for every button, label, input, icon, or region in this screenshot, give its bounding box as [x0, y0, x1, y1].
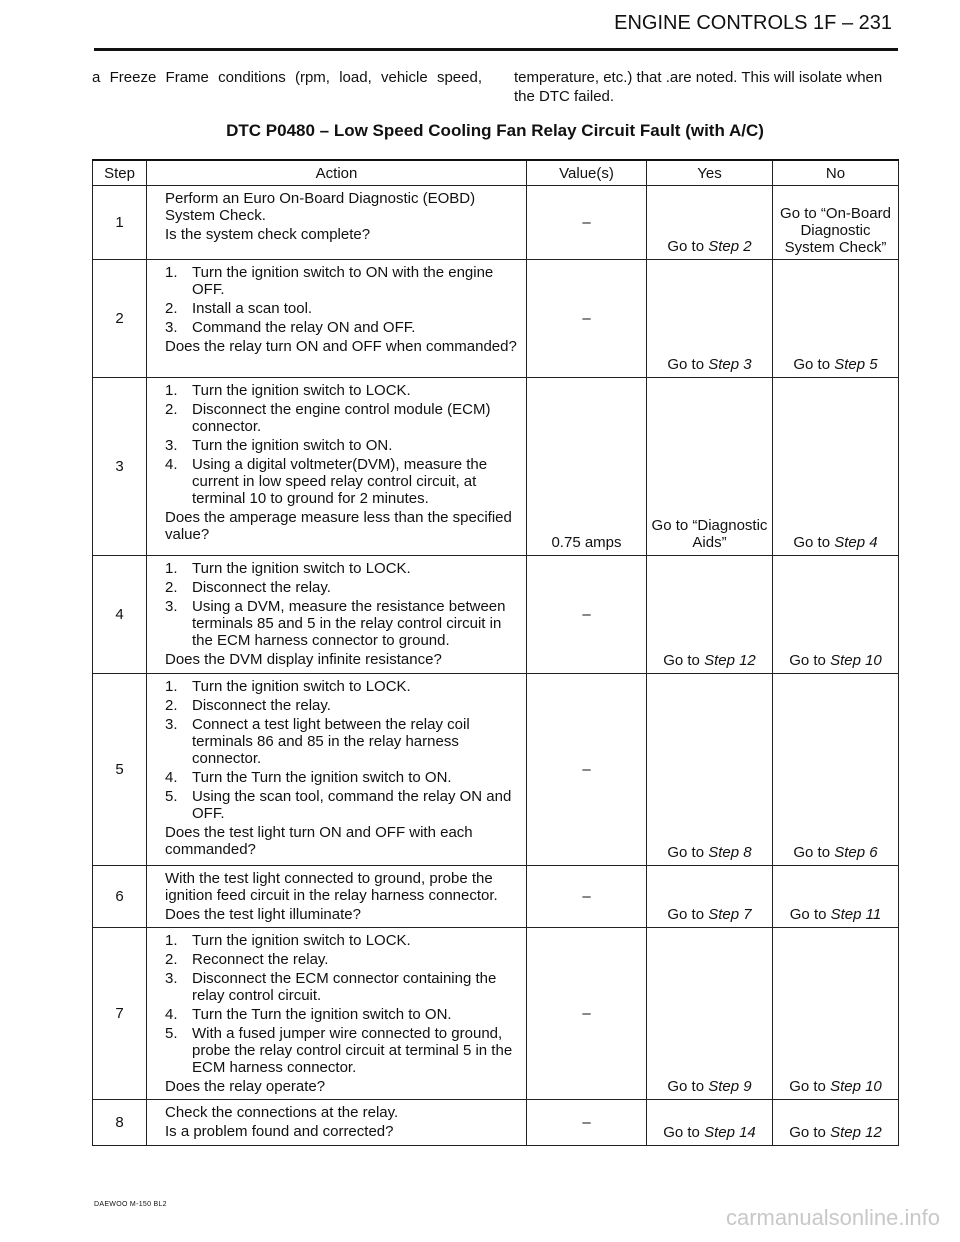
no-cell: [773, 556, 899, 674]
action-cell: [147, 556, 527, 674]
action-cell: [147, 674, 527, 866]
list-text: Turn the ignition switch to LOCK.: [192, 560, 411, 577]
goto-step-link: Step 14: [704, 1124, 756, 1141]
action-list-item: [165, 300, 518, 317]
header-no: No: [773, 160, 899, 186]
action-cell: [147, 1100, 527, 1146]
goto-label: Go to: [793, 356, 831, 373]
value-cell: 0.75 amps: [527, 378, 647, 556]
goto-label: Go to: [667, 906, 705, 923]
list-number: 1.: [165, 264, 178, 281]
action-list-item: [165, 788, 518, 822]
list-number: 4.: [165, 769, 178, 786]
goto-label: Go to: [663, 652, 700, 669]
list-text: Using a DVM, measure the resistance between terminals 85 and 5 in the relay control circuit in the ECM harness connector to ground.: [192, 598, 506, 649]
action-paragraph: Does the test light illuminate?: [165, 906, 361, 923]
table-header-row: [93, 160, 899, 186]
intro-text-right: temperature, etc.) that .are noted. This will isolate when the DTC failed.: [514, 69, 883, 105]
value-cell: –: [527, 556, 647, 674]
header-action: Action: [147, 160, 527, 186]
action-paragraph: Does the DVM display infinite resistance?: [165, 651, 442, 668]
action-list-item: [165, 382, 518, 399]
step-number: 8: [93, 1100, 147, 1146]
no-cell: [773, 928, 899, 1100]
list-number: 3.: [165, 437, 178, 454]
goto-label: Go to: [667, 844, 705, 861]
yes-cell: [647, 260, 773, 378]
action-paragraph: Does the relay turn ON and OFF when commanded?: [165, 338, 517, 355]
goto-step-link: Step 10: [830, 652, 882, 669]
action-list-item: [165, 678, 518, 695]
goto-step-link: Step 11: [830, 906, 882, 923]
list-text: Install a scan tool.: [192, 300, 313, 317]
no-cell: [773, 674, 899, 866]
list-number: 1.: [165, 560, 178, 577]
step-number: 2: [93, 260, 147, 378]
list-number: 3.: [165, 319, 178, 336]
value-cell: –: [527, 260, 647, 378]
table-row: [93, 186, 899, 260]
action-paragraph: Is a problem found and corrected?: [165, 1123, 394, 1140]
intro-text-left: a Freeze Frame conditions (rpm, load, vehicle speed,: [92, 69, 482, 86]
list-text: Turn the ignition switch to LOCK.: [192, 382, 411, 399]
list-number: 5.: [165, 788, 178, 805]
action-list-item: [165, 951, 518, 968]
step-number: 4: [93, 556, 147, 674]
goto-step-link: Step 5: [834, 356, 878, 373]
table-row: [93, 866, 899, 928]
list-number: 2.: [165, 697, 178, 714]
value-cell: –: [527, 1100, 647, 1146]
list-text: Using a digital voltmeter(DVM), measure the current in low speed relay control circuit, at terminal 10 to ground for 2 minutes.: [192, 456, 488, 507]
list-number: 4.: [165, 456, 178, 473]
dtc-title: DTC P0480 – Low Speed Cooling Fan Relay Circuit Fault (with A/C): [226, 121, 764, 140]
yes-cell: [647, 556, 773, 674]
list-text: Turn the Turn the ignition switch to ON.: [192, 769, 452, 786]
action-list-item: [165, 697, 518, 714]
header-rule: [94, 48, 898, 51]
list-text: Disconnect the ECM connector containing the relay control circuit.: [192, 970, 497, 1004]
action-paragraph: Check the connections at the relay.: [165, 1104, 399, 1121]
value-cell: –: [527, 186, 647, 260]
action-list-item: [165, 401, 518, 435]
footer-code: DAEWOO M-150 BL2: [94, 1201, 167, 1208]
table-row: [93, 1100, 899, 1146]
goto-label: Go to: [789, 652, 826, 669]
action-cell: [147, 928, 527, 1100]
goto-step-link: Step 7: [708, 906, 752, 923]
list-number: 3.: [165, 598, 178, 615]
diagnostic-table: [92, 159, 899, 1146]
no-cell: [773, 1100, 899, 1146]
list-text: Command the relay ON and OFF.: [192, 319, 416, 336]
list-text: With a fused jumper wire connected to ground, probe the relay control circuit at terminal 5 in the ECM harness connector.: [192, 1025, 513, 1076]
action-list-item: [165, 560, 518, 577]
action-list-item: [165, 932, 518, 949]
action-list-item: [165, 319, 518, 336]
action-list-item: [165, 579, 518, 596]
goto-step-link: Step 8: [708, 844, 752, 861]
step-number: 7: [93, 928, 147, 1100]
goto-step-link: Step 6: [834, 844, 878, 861]
list-text: Disconnect the engine control module (ECM) connector.: [192, 401, 491, 435]
action-list-item: [165, 970, 518, 1004]
yes-cell: [647, 674, 773, 866]
action-cell: [147, 378, 527, 556]
header-values: Value(s): [527, 160, 647, 186]
list-number: 2.: [165, 401, 178, 418]
no-cell: [773, 378, 899, 556]
table-row: [93, 674, 899, 866]
list-number: 4.: [165, 1006, 178, 1023]
step-number: 1: [93, 186, 147, 260]
goto-step-link: Step 2: [708, 238, 752, 255]
goto-label: Go to: [789, 906, 827, 923]
list-number: 1.: [165, 932, 178, 949]
list-text: Disconnect the relay.: [192, 697, 331, 714]
step-number: 3: [93, 378, 147, 556]
goto-label: Go to: [667, 356, 705, 373]
step-number: 5: [93, 674, 147, 866]
goto-step-link: Step 12: [704, 652, 756, 669]
goto-step-link: Step 10: [830, 1078, 882, 1095]
table-row: [93, 556, 899, 674]
list-text: Turn the ignition switch to LOCK.: [192, 932, 411, 949]
yes-cell: Go to “Diagnostic Aids”: [647, 378, 773, 556]
yes-cell: [647, 928, 773, 1100]
goto-step-link: Step 3: [708, 356, 752, 373]
action-list-item: [165, 716, 518, 767]
value-cell: –: [527, 928, 647, 1100]
goto-label: Go to: [667, 1078, 705, 1095]
action-cell: [147, 866, 527, 928]
value-cell: –: [527, 674, 647, 866]
goto-label: Go to: [789, 1078, 826, 1095]
action-cell: [147, 260, 527, 378]
list-number: 2.: [165, 300, 178, 317]
list-text: Turn the ignition switch to ON with the engine OFF.: [192, 264, 494, 298]
list-number: 3.: [165, 970, 178, 987]
list-text: Connect a test light between the relay coil terminals 86 and 85 in the relay harness connector.: [192, 716, 470, 767]
list-text: Turn the ignition switch to LOCK.: [192, 678, 411, 695]
action-list-item: [165, 456, 518, 507]
goto-label: Go to: [789, 1124, 826, 1141]
action-list-item: [165, 1006, 518, 1023]
list-number: 5.: [165, 1025, 178, 1042]
goto-label: Go to: [667, 238, 705, 255]
list-text: Reconnect the relay.: [192, 951, 329, 968]
table-row: [93, 260, 899, 378]
list-text: Using the scan tool, command the relay ON and OFF.: [192, 788, 512, 822]
action-paragraph: Does the relay operate?: [165, 1078, 326, 1095]
action-cell: [147, 186, 527, 260]
table-body: [93, 186, 899, 1146]
list-number: 2.: [165, 579, 178, 596]
goto-label: Go to: [663, 1124, 700, 1141]
list-text: Turn the ignition switch to ON.: [192, 437, 393, 454]
goto-step-link: Step 9: [708, 1078, 752, 1095]
value-cell: –: [527, 866, 647, 928]
action-list-item: [165, 1025, 518, 1076]
yes-cell: [647, 1100, 773, 1146]
action-paragraph: With the test light connected to ground, probe the ignition feed circuit in the relay harness connector.: [165, 870, 498, 904]
header-yes: Yes: [647, 160, 773, 186]
action-paragraph: Does the test light turn ON and OFF with each commanded?: [165, 824, 473, 858]
action-paragraph: Is the system check complete?: [165, 226, 371, 243]
list-number: 2.: [165, 951, 178, 968]
goto-step-link: Step 12: [830, 1124, 882, 1141]
action-list-item: [165, 437, 518, 454]
table-row: [93, 928, 899, 1100]
list-text: Disconnect the relay.: [192, 579, 331, 596]
watermark: carmanualsonline.info: [725, 1205, 940, 1230]
action-paragraph: Does the amperage measure less than the specified value?: [165, 509, 512, 543]
action-list-item: [165, 769, 518, 786]
list-number: 3.: [165, 716, 178, 733]
action-list-item: [165, 598, 518, 649]
action-paragraph: Perform an Euro On-Board Diagnostic (EOBD) System Check.: [165, 190, 476, 224]
no-cell: [773, 260, 899, 378]
step-number: 6: [93, 866, 147, 928]
list-number: 1.: [165, 382, 178, 399]
no-cell: [773, 866, 899, 928]
header-step: Step: [93, 160, 147, 186]
list-text: Turn the Turn the ignition switch to ON.: [192, 1006, 452, 1023]
yes-cell: [647, 866, 773, 928]
no-cell: Go to “On-Board Diagnostic System Check”: [773, 186, 899, 260]
goto-step-link: Step 4: [834, 534, 878, 551]
page-header-title: ENGINE CONTROLS 1F – 231: [614, 12, 892, 34]
yes-cell: [647, 186, 773, 260]
action-list-item: [165, 264, 518, 298]
goto-label: Go to: [793, 844, 831, 861]
goto-label: Go to: [793, 534, 831, 551]
list-number: 1.: [165, 678, 178, 695]
table-row: [93, 378, 899, 556]
